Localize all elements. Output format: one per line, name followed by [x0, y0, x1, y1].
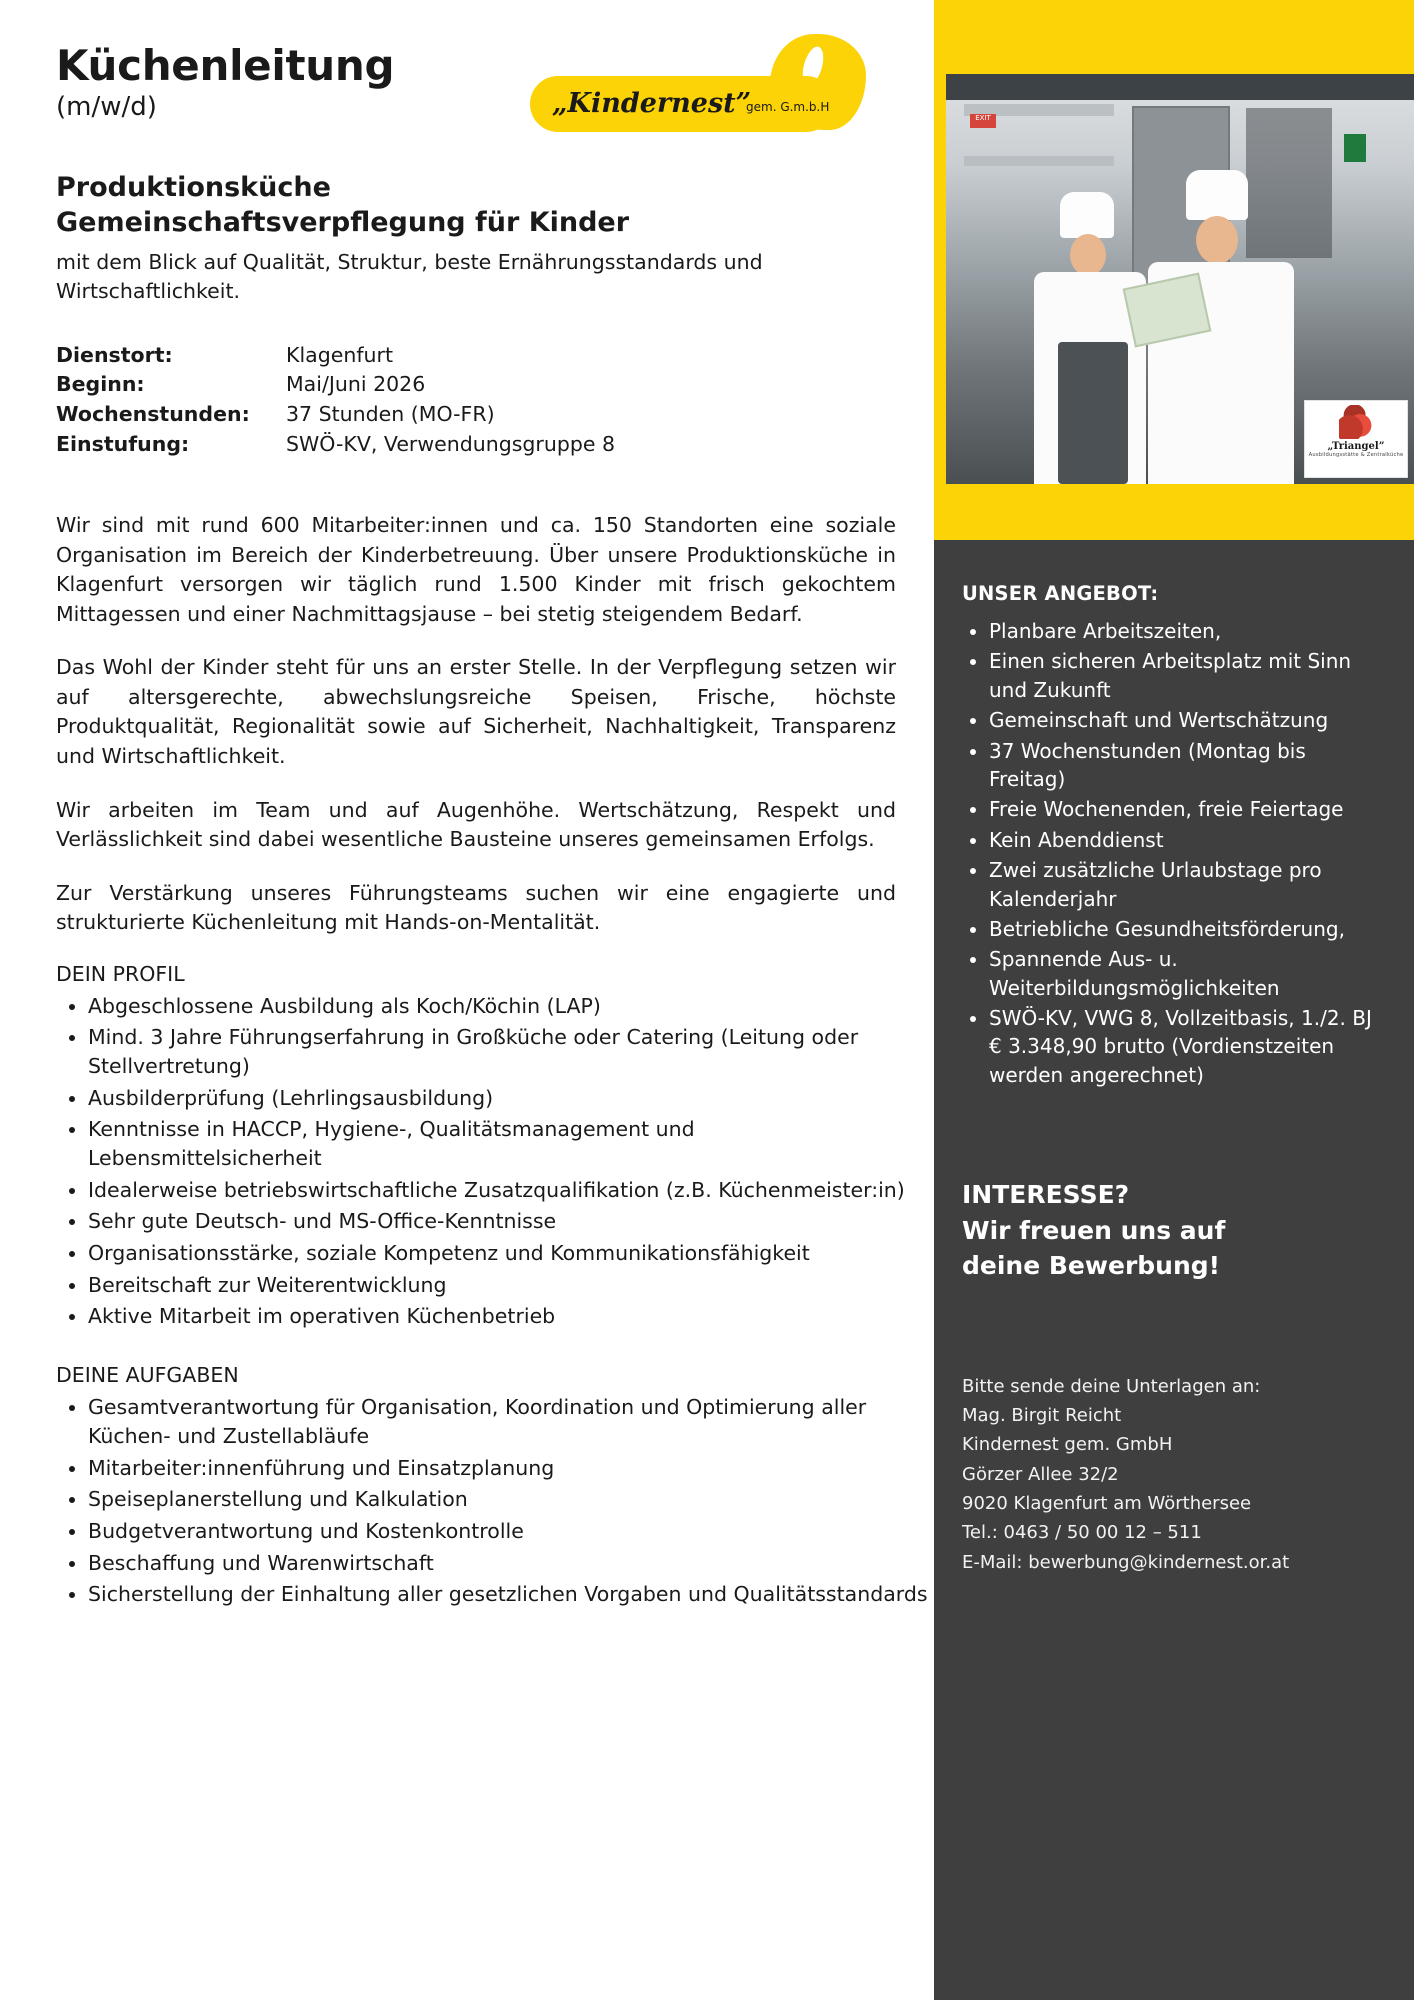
- list-item: • Organisationsstärke, soziale Kompetenz und Kommunikationsfähigkeit: [88, 1239, 934, 1268]
- page-title-suffix: (m/w/d): [56, 92, 157, 123]
- paragraph: Zur Verstärkung unseres Führungsteams suchen wir eine engagierte und strukturierte Küchenleitung mit Hands-on-Mentalität.: [56, 880, 896, 935]
- list-item: • Sehr gute Deutsch- und MS-Office-Kenntnisse: [88, 1207, 934, 1236]
- list-item: • Idealerweise betriebswirtschaftliche Zusatzqualifikation (z.B. Küchenmeister:in): [88, 1176, 934, 1205]
- list-item: • Abgeschlossene Ausbildung als Koch/Köchin (LAP): [88, 992, 934, 1021]
- cta-block: [934, 1177, 1414, 1284]
- fact-row: [56, 370, 934, 400]
- contact-name: Mag. Birgit Reicht: [962, 1405, 1122, 1427]
- fact-label: Einstufung:: [56, 431, 190, 456]
- profile-list: [56, 992, 934, 1332]
- list-item: • Ausbilderprüfung (Lehrlingsausbildung): [88, 1084, 934, 1113]
- right-column: [934, 0, 1414, 2000]
- tasks-list: [56, 1393, 934, 1609]
- flame-icon: [1339, 405, 1373, 439]
- kindernest-logo: [530, 34, 870, 149]
- list-item: • 37 Wochenstunden (Montag bis Freitag): [989, 737, 1386, 794]
- cta-line-3: deine Bewerbung!: [962, 1251, 1221, 1281]
- logo-legal-suffix: gem. G.m.b.H: [746, 100, 830, 114]
- fact-label: Dienstort:: [56, 342, 173, 367]
- triangel-logo-name: „Triangel”: [1327, 441, 1385, 452]
- list-item: • Zwei zusätzliche Urlaubstage pro Kalenderjahr: [989, 856, 1386, 913]
- contact-email[interactable]: E-Mail: bewerbung@kindernest.or.at: [962, 1551, 1290, 1573]
- subheading-line-1: Produktionsküche: [56, 172, 331, 204]
- triangel-logo-subtitle: Ausbildungsstätte & Zentralküche: [1308, 452, 1404, 458]
- list-item: • SWÖ-KV, VWG 8, Vollzeitbasis, 1./2. BJ € 3.348,90 brutto (Vordienstzeiten werden angerechnet): [989, 1004, 1386, 1089]
- emergency-exit-icon: [1344, 134, 1366, 162]
- offer-heading: UNSER ANGEBOT:: [962, 582, 1159, 605]
- triangel-logo: [1304, 400, 1408, 478]
- lede-text: mit dem Blick auf Qualität, Struktur, beste Ernährungsstandards und Wirtschaftlichkeit.: [56, 250, 763, 304]
- contact-block: [934, 1372, 1414, 1577]
- subheading-line-2: Gemeinschaftsverpflegung für Kinder: [56, 207, 630, 239]
- list-item: • Budgetverantwortung und Kostenkontrolle: [88, 1517, 934, 1546]
- cta-line-2: Wir freuen uns auf: [962, 1215, 1226, 1245]
- fact-row: [56, 341, 934, 371]
- list-item: • Spannende Aus- u. Weiterbildungsmöglichkeiten: [989, 945, 1386, 1002]
- photo-ceiling: [946, 74, 1414, 100]
- page-title: Küchenleitung: [56, 41, 395, 90]
- tasks-heading: DEINE AUFGABEN: [56, 1363, 239, 1388]
- fact-value: Mai/Juni 2026: [286, 372, 426, 397]
- contact-company: Kindernest gem. GmbH: [962, 1434, 1173, 1456]
- contact-street: Görzer Allee 32/2: [962, 1463, 1119, 1485]
- list-item: • Sicherstellung der Einhaltung aller gesetzlichen Vorgaben und Qualitätsstandards: [88, 1580, 934, 1609]
- photo-shelf: [964, 156, 1114, 166]
- cta-line-1: INTERESSE?: [962, 1180, 1130, 1210]
- list-item: • Mitarbeiter:innenführung und Einsatzplanung: [88, 1454, 934, 1483]
- fact-label: Beginn:: [56, 372, 145, 397]
- list-item: • Bereitschaft zur Weiterentwicklung: [88, 1271, 934, 1300]
- list-item: • Gemeinschaft und Wertschätzung: [989, 706, 1386, 734]
- list-item: • Einen sicheren Arbeitsplatz mit Sinn und Zukunft: [989, 647, 1386, 704]
- list-item: • Betriebliche Gesundheitsförderung,: [989, 915, 1386, 943]
- fact-row: [56, 400, 934, 430]
- offer-panel: [934, 540, 1414, 2000]
- offer-panel-inner: [934, 540, 1414, 1089]
- fact-value: Klagenfurt: [286, 342, 393, 367]
- kitchen-photo: [946, 74, 1414, 484]
- fact-label: Wochenstunden:: [56, 401, 250, 426]
- contact-phone[interactable]: Tel.: 0463 / 50 00 12 – 511: [962, 1522, 1202, 1544]
- list-item: • Beschaffung und Warenwirtschaft: [88, 1549, 934, 1578]
- contact-intro: Bitte sende deine Unterlagen an:: [962, 1375, 1261, 1397]
- fact-value: SWÖ-KV, Verwendungsgruppe 8: [286, 431, 616, 456]
- paragraph: Wir arbeiten im Team und auf Augenhöhe. Wertschätzung, Respekt und Verlässlichkeit sind dabei wesentliche Bausteine unseres gemeinsamen Erfolgs.: [56, 797, 896, 852]
- list-item: • Gesamtverantwortung für Organisation, Koordination und Optimierung aller Küchen- und Zustellabläufe: [88, 1393, 934, 1450]
- list-item: • Kein Abenddienst: [989, 826, 1386, 854]
- paragraph: Das Wohl der Kinder steht für uns an erster Stelle. In der Verpflegung setzen wir auf altersgerechte, abwechslungsreiche Speisen, Frische, höchste Produktqualität, Regionalität sowie auf Sicherheit, Nachhaltigkeit, Transparenz und Wirtschaftlichkeit.: [56, 655, 896, 768]
- fact-value: 37 Stunden (MO-FR): [286, 401, 495, 426]
- profile-heading: DEIN PROFIL: [56, 961, 185, 986]
- body-text: [56, 511, 896, 937]
- list-item: • Aktive Mitarbeit im operativen Küchenbetrieb: [88, 1302, 934, 1331]
- list-item: • Mind. 3 Jahre Führungserfahrung in Großküche oder Catering (Leitung oder Stellvertretung): [88, 1023, 934, 1080]
- exit-sign-icon: EXIT: [970, 114, 996, 128]
- contact-city: 9020 Klagenfurt am Wörthersee: [962, 1493, 1252, 1515]
- offer-list: [962, 617, 1386, 1089]
- subheading: [56, 170, 934, 240]
- paragraph: Wir sind mit rund 600 Mitarbeiter:innen und ca. 150 Standorten eine soziale Organisation im Bereich der Kinderbetreuung. Über unsere Produktionsküche in Klagenfurt versorgen wir täglich rund 1.500 Kinder mit frisch gekochtem Mittagessen und einer Nachmittagsjause – bei stetig steigendem Bedarf.: [56, 513, 896, 626]
- logo-name: „Kindernest”: [552, 88, 752, 119]
- list-item: • Planbare Arbeitszeiten,: [989, 617, 1386, 645]
- list-item: • Speiseplanerstellung und Kalkulation: [88, 1485, 934, 1514]
- key-facts: [56, 341, 934, 460]
- list-item: • Kenntnisse in HACCP, Hygiene-, Qualitätsmanagement und Lebensmittelsicherheit: [88, 1115, 934, 1172]
- fact-row: [56, 430, 934, 460]
- list-item: • Freie Wochenenden, freie Feiertage: [989, 795, 1386, 823]
